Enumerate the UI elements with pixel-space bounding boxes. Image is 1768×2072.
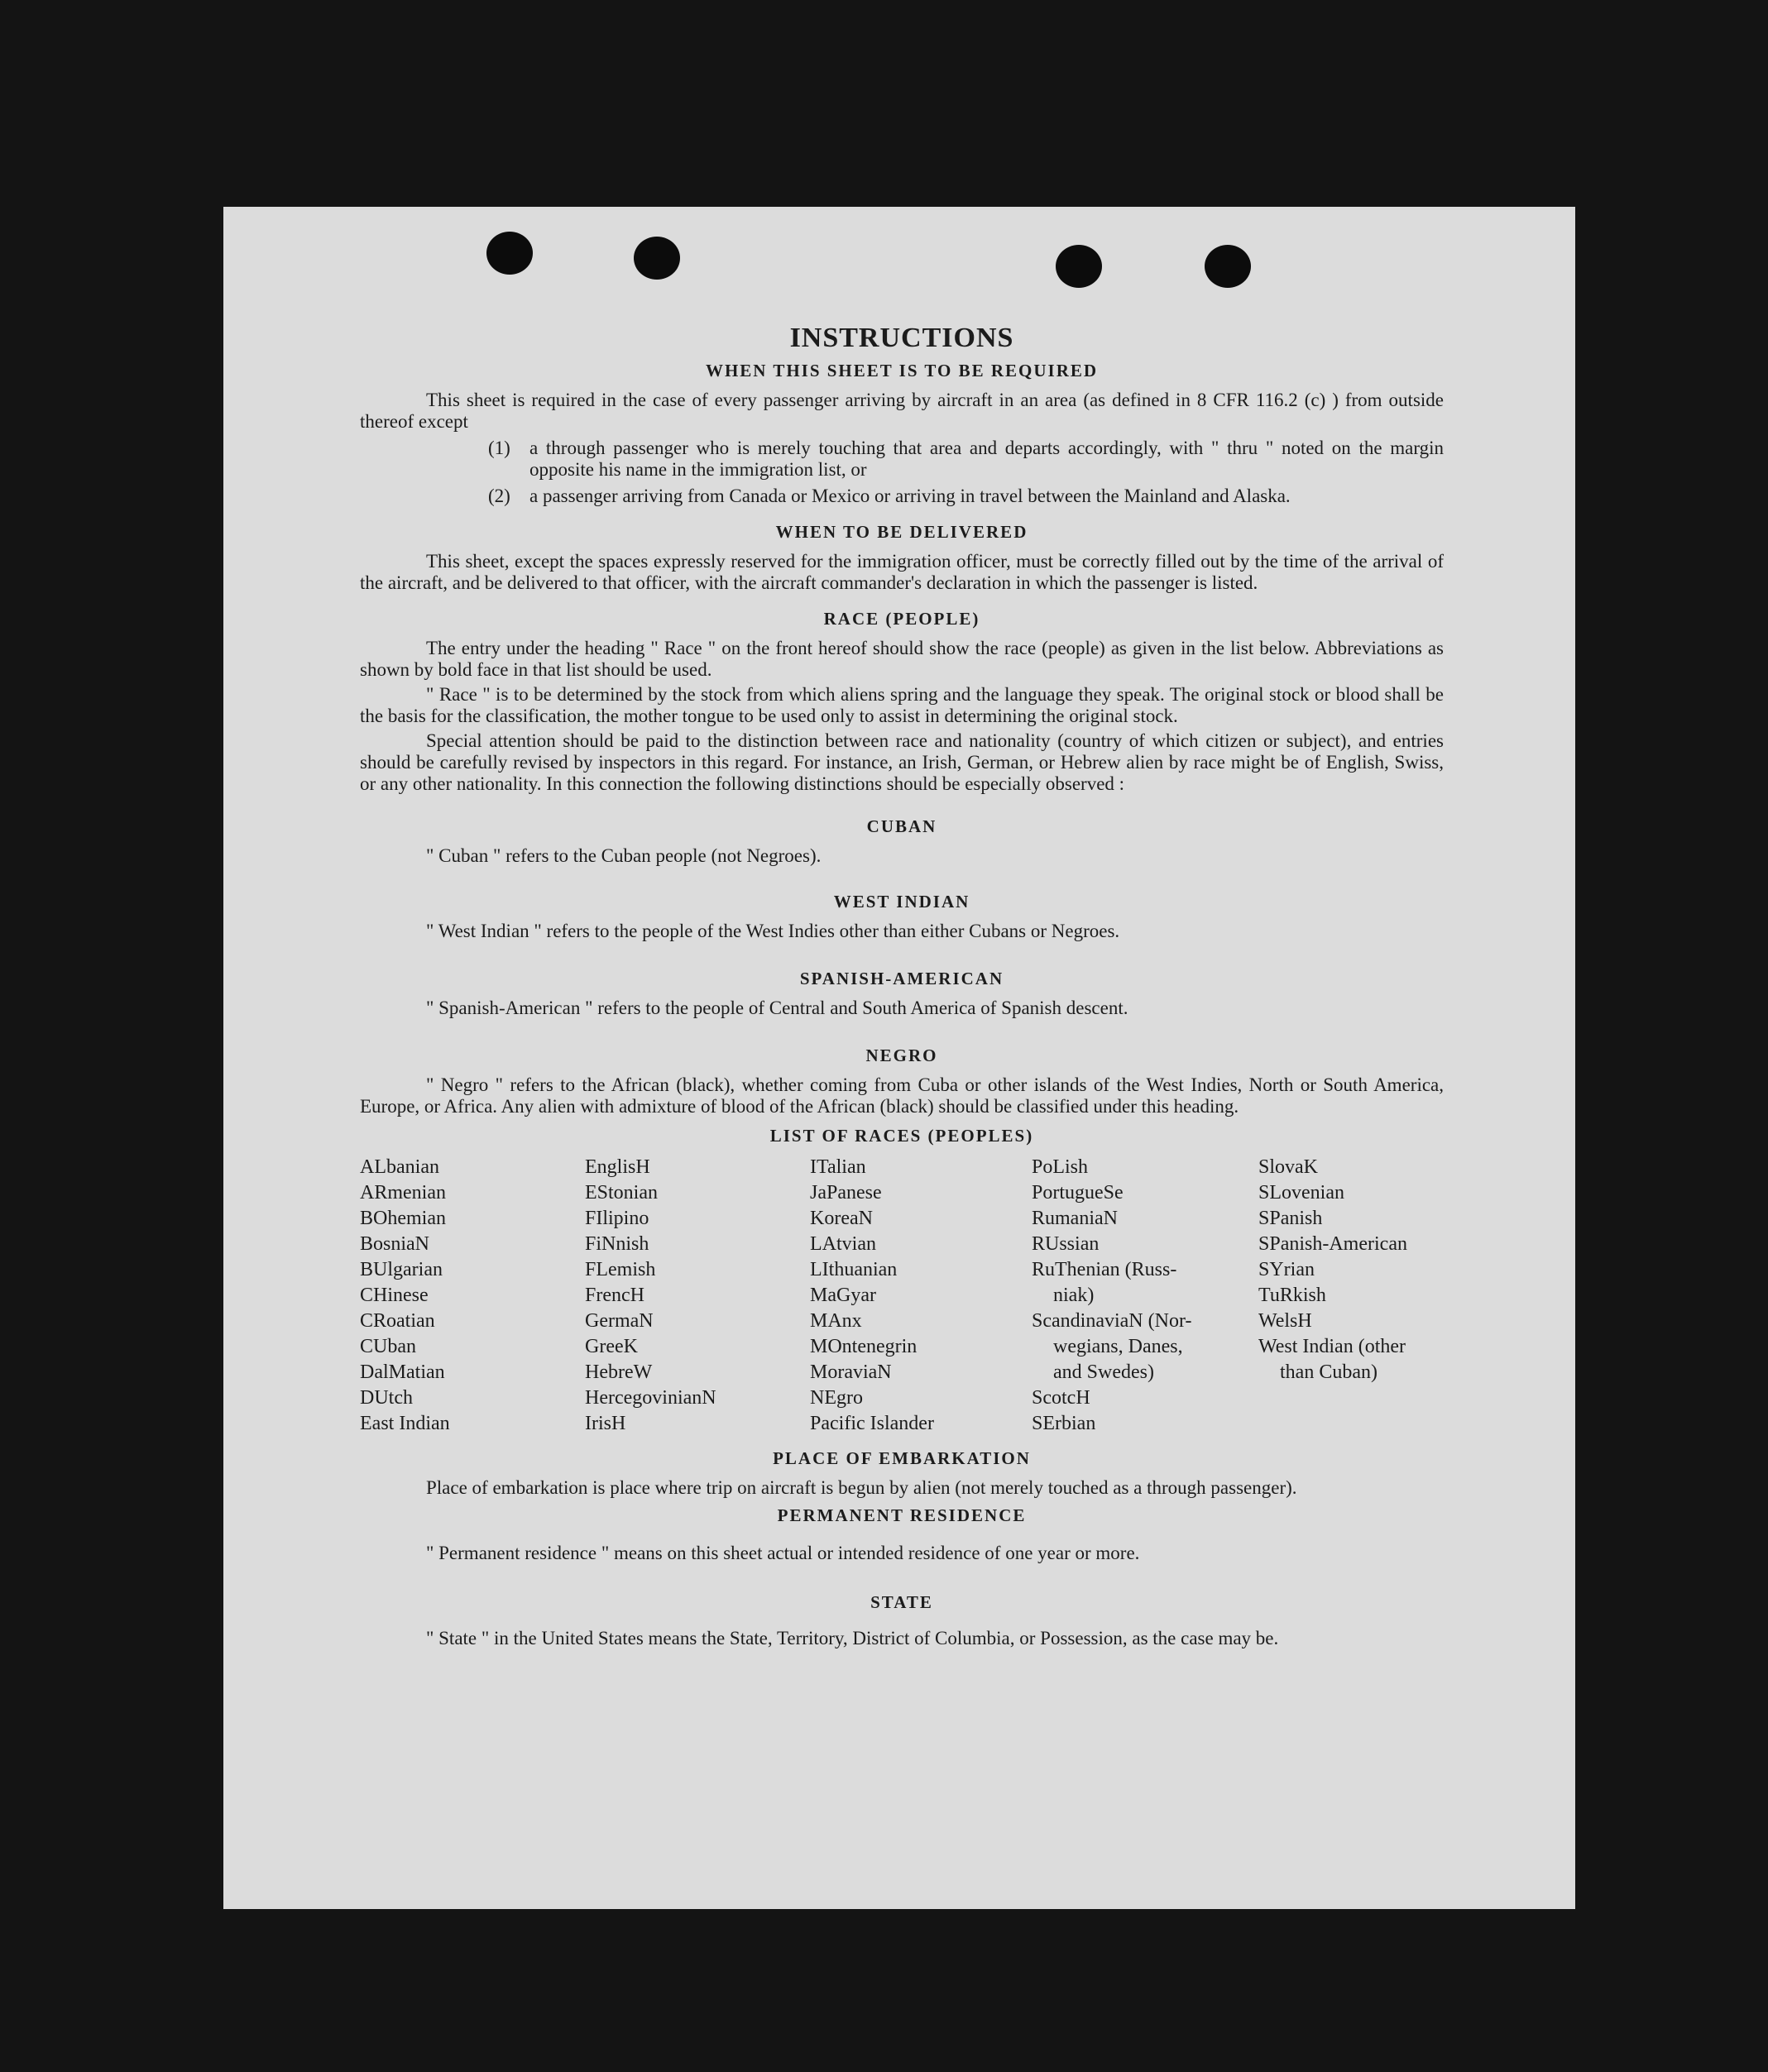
race-item: CHinese — [360, 1285, 429, 1306]
west-indian-heading: WEST INDIAN — [833, 892, 970, 912]
document-sheet — [223, 207, 1575, 1909]
punch-hole — [486, 232, 533, 275]
race-item: ScotcH — [1032, 1387, 1090, 1409]
race-item: TuRkish — [1258, 1285, 1326, 1306]
race-item: FiNnish — [585, 1233, 649, 1255]
race-item: SPanish-American — [1258, 1233, 1407, 1255]
instructions-content — [360, 323, 1444, 1649]
exception-number: (1) — [488, 438, 510, 458]
spanish-american-definition: " Spanish-American " refers to the people of Central and South America of Spanish descent. — [426, 998, 1128, 1018]
spanish-american-heading: SPANISH-AMERICAN — [799, 969, 1004, 988]
race-item-continuation: niak) — [1053, 1285, 1095, 1306]
exception-text: a passenger arriving from Canada or Mexico or arriving in travel between the Mainland and Alaska. — [529, 486, 1291, 506]
race-item: IrisH — [585, 1413, 626, 1434]
race-item: ScandinaviaN (Nor- — [1032, 1310, 1192, 1332]
race-item: SPanish — [1258, 1208, 1323, 1229]
races-column — [1258, 1155, 1444, 1437]
race-paragraph: " Race " is to be determined by the stock from which aliens spring and the language they speak. The original stock or blood shall be the basis for the classification, the mother tongue to be used only to assist in determining the original stock. — [360, 684, 1444, 726]
list-of-races-heading: LIST OF RACES (PEOPLES) — [769, 1126, 1034, 1146]
exception-item — [488, 486, 1444, 507]
exception-item — [488, 438, 1444, 481]
page-title: INSTRUCTIONS — [789, 323, 1014, 353]
races-column — [360, 1155, 585, 1437]
race-item: RumaniaN — [1032, 1208, 1118, 1229]
race-item: SErbian — [1032, 1413, 1096, 1434]
race-heading: RACE (PEOPLE) — [823, 609, 980, 629]
race-item: BosniaN — [360, 1233, 429, 1255]
race-item-continuation: wegians, Danes, — [1053, 1336, 1183, 1357]
race-item: EnglisH — [585, 1156, 650, 1178]
race-item: MaGyar — [810, 1285, 876, 1306]
race-paragraph: The entry under the heading " Race " on the front hereof should show the race (people) as given in the list below. Abbreviations as shown by bold face in that list should be used. — [360, 638, 1444, 680]
cuban-heading: CUBAN — [866, 816, 937, 836]
race-item: FIlipino — [585, 1208, 649, 1229]
race-item: Pacific Islander — [810, 1413, 934, 1434]
race-item: FrencH — [585, 1285, 644, 1306]
races-column — [810, 1155, 1032, 1437]
race-item: MoraviaN — [810, 1361, 892, 1383]
race-item: EStonian — [585, 1182, 658, 1203]
state-text: " State " in the United States means the State, Territory, District of Columbia, or Possession, as the case may be. — [426, 1628, 1279, 1649]
punch-hole — [1056, 245, 1102, 288]
exception-number: (2) — [488, 486, 510, 506]
race-item: HercegovinianN — [585, 1387, 716, 1409]
race-item: PortugueSe — [1032, 1182, 1124, 1203]
race-item: LIthuanian — [810, 1259, 898, 1280]
place-of-embarkation-text: Place of embarkation is place where trip on aircraft is begun by alien (not merely touched as a through passenger). — [426, 1477, 1297, 1498]
race-item: BUlgarian — [360, 1259, 443, 1280]
place-of-embarkation-heading: PLACE OF EMBARKATION — [773, 1448, 1031, 1468]
race-item: BOhemian — [360, 1208, 446, 1229]
punch-hole — [1205, 245, 1251, 288]
race-item: SLovenian — [1258, 1182, 1344, 1203]
race-paragraph: Special attention should be paid to the distinction between race and nationality (country of which citizen or subject), and entries should be carefully revised by inspectors in this regard. For instance, an Irish, German, or Hebrew alien by race might be of English, Swiss, or any other nationality. In this connection the following distinctions should be especially observed : — [360, 730, 1444, 794]
when-required-heading: WHEN THIS SHEET IS TO BE REQUIRED — [705, 361, 1099, 380]
races-list — [360, 1155, 1444, 1437]
race-item: ARmenian — [360, 1182, 446, 1203]
when-delivered-heading: WHEN TO BE DELIVERED — [775, 522, 1028, 542]
race-item: SlovaK — [1258, 1156, 1318, 1178]
races-column — [1032, 1155, 1258, 1437]
race-item-continuation: and Swedes) — [1053, 1361, 1154, 1383]
permanent-residence-text: " Permanent residence " means on this sheet actual or intended residence of one year or more. — [426, 1543, 1140, 1563]
punch-hole — [634, 237, 680, 280]
race-item: DalMatian — [360, 1361, 445, 1383]
negro-heading: NEGRO — [865, 1046, 938, 1065]
exception-text: a through passenger who is merely touching that area and departs accordingly, with " thru " noted on the margin opposite his name in the immigration list, or — [529, 438, 1444, 480]
race-item: CRoatian — [360, 1310, 435, 1332]
west-indian-definition: " West Indian " refers to the people of the West Indies other than either Cubans or Negroes. — [426, 921, 1120, 941]
race-item: PoLish — [1032, 1156, 1089, 1178]
race-item: GreeK — [585, 1336, 638, 1357]
race-item: NEgro — [810, 1387, 863, 1409]
when-required-intro: This sheet is required in the case of every passenger arriving by aircraft in an area (as defined in 8 CFR 116.2 (c) ) from outside thereof except — [360, 390, 1444, 432]
race-item-continuation: than Cuban) — [1280, 1361, 1378, 1383]
race-item: GermaN — [585, 1310, 654, 1332]
permanent-residence-heading: PERMANENT RESIDENCE — [777, 1505, 1027, 1525]
race-item: LAtvian — [810, 1233, 876, 1255]
race-item: RUssian — [1032, 1233, 1100, 1255]
negro-definition: " Negro " refers to the African (black), whether coming from Cuba or other islands of the West Indies, North or South America, Europe, or Africa. Any alien with admixture of blood of the African (black) should be classified under this heading. — [360, 1074, 1444, 1117]
race-item: East Indian — [360, 1413, 450, 1434]
race-item: MAnx — [810, 1310, 862, 1332]
race-item: MOntenegrin — [810, 1336, 918, 1357]
race-item: DUtch — [360, 1387, 413, 1409]
race-item: HebreW — [585, 1361, 653, 1383]
state-heading: STATE — [870, 1592, 933, 1612]
races-column — [585, 1155, 810, 1437]
race-item: CUban — [360, 1336, 416, 1357]
race-item: JaPanese — [810, 1182, 882, 1203]
race-item: ALbanian — [360, 1156, 439, 1178]
race-item: FLemish — [585, 1259, 656, 1280]
when-delivered-text: This sheet, except the spaces expressly reserved for the immigration officer, must be correctly filled out by the time of the arrival of the aircraft, and be delivered to that officer, with the aircraft commander's declaration in which the passenger is listed. — [360, 551, 1444, 593]
race-item: WelsH — [1258, 1310, 1312, 1332]
race-item: West Indian (other — [1258, 1336, 1406, 1357]
race-item: SYrian — [1258, 1259, 1315, 1280]
race-item: RuThenian (Russ- — [1032, 1259, 1177, 1280]
cuban-definition: " Cuban " refers to the Cuban people (not Negroes). — [426, 845, 822, 866]
race-item: ITalian — [810, 1156, 866, 1178]
race-item: KoreaN — [810, 1208, 873, 1229]
